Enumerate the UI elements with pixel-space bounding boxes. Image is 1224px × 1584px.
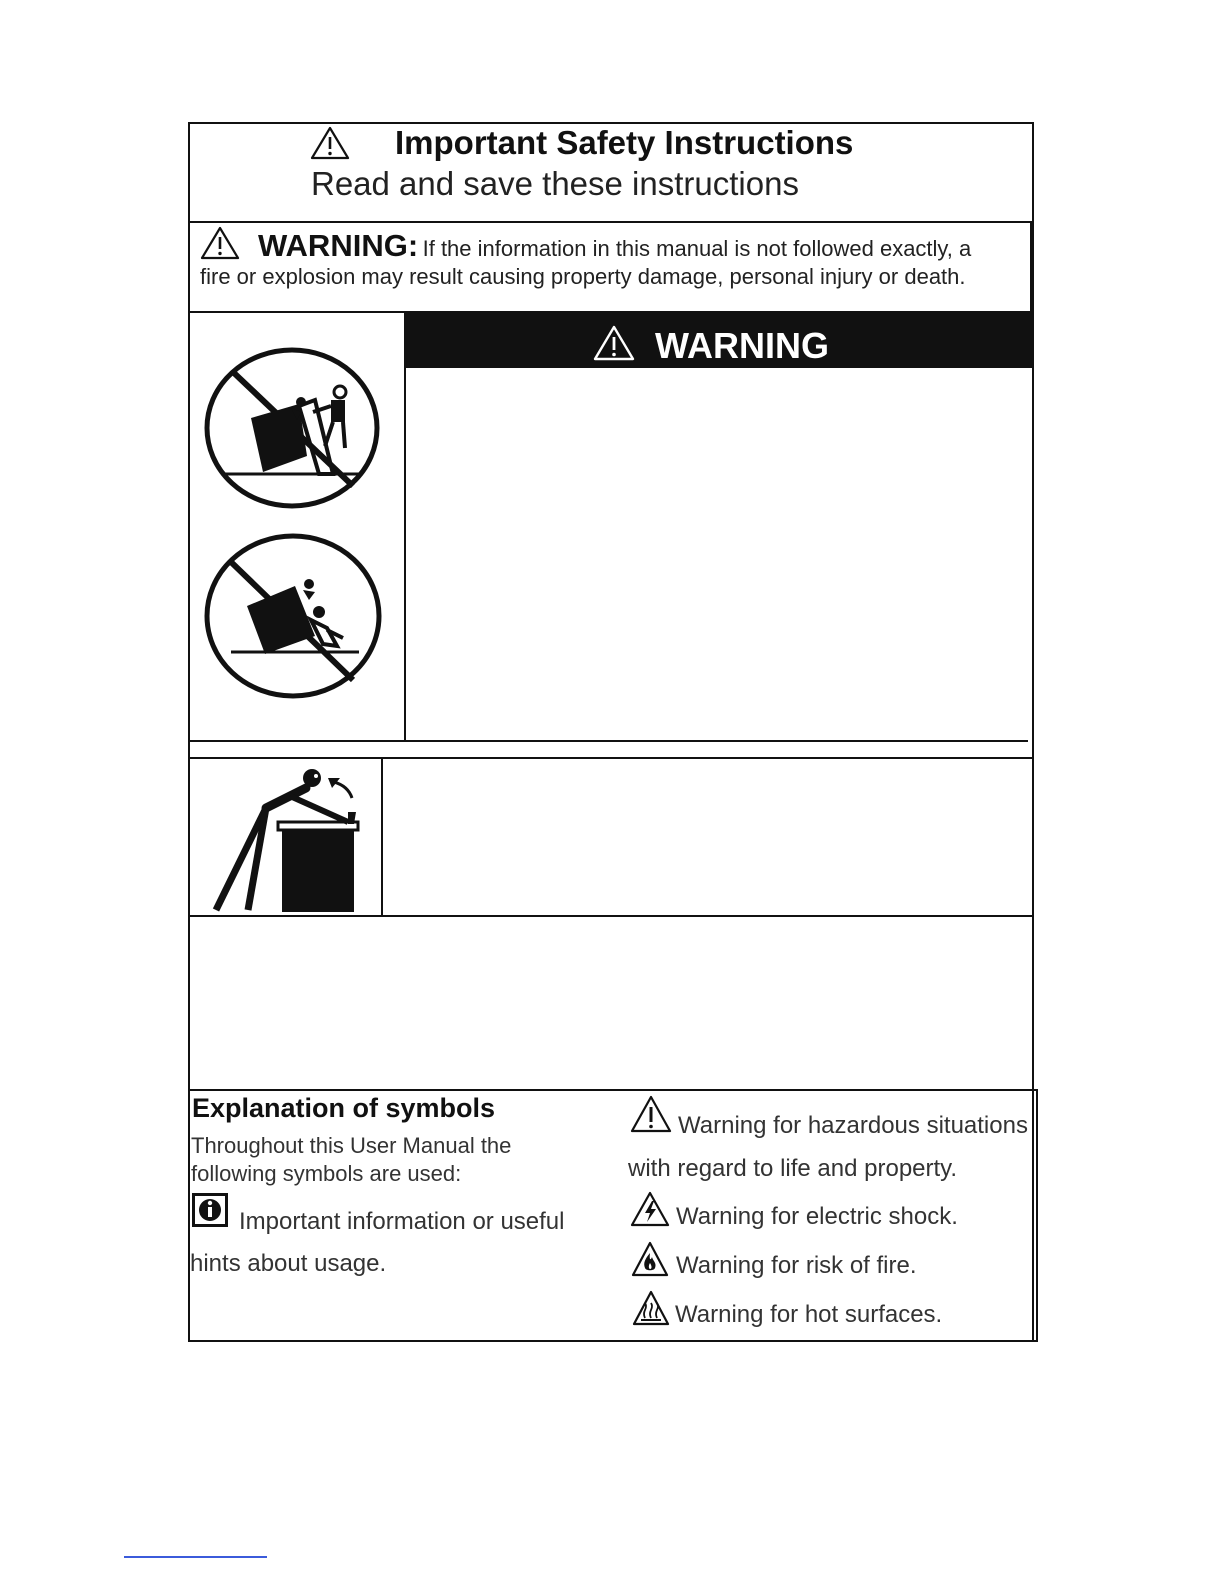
anti-tip-bracket-pictogram [208, 764, 368, 914]
electric-shock-icon [630, 1191, 670, 1227]
symbol-hazard-label-line2: with regard to life and property. [628, 1155, 958, 1182]
warning-triangle-icon [593, 325, 635, 361]
footer-link-underline[interactable] [124, 1556, 267, 1558]
warning-text: If the information in this manual is not followed exactly, a [422, 236, 972, 261]
warning-notice-line1 [200, 228, 971, 264]
hot-surface-icon [632, 1290, 670, 1326]
divider-anchor-top [188, 757, 1034, 759]
no-climbing-pictogram [203, 346, 381, 510]
warning-triangle-icon [310, 126, 350, 160]
warning-notice-line2: fire or explosion may result causing property damage, personal injury or death. [200, 264, 966, 289]
divider-anchor-left [381, 759, 383, 916]
divider-symbols-top [188, 1089, 1036, 1091]
warning-triangle-icon [630, 1095, 672, 1133]
symbol-electric-label: Warning for electric shock. [676, 1203, 958, 1230]
symbol-info-label-line1: Important information or useful [239, 1208, 565, 1235]
symbols-intro: Throughout this User Manual the following symbols are used: [191, 1133, 512, 1186]
divider-symbols-bottom [188, 1340, 1038, 1342]
symbol-fire-label: Warning for risk of fire. [676, 1252, 917, 1279]
divider-anchor-bottom [188, 915, 1034, 917]
symbol-info-label-line2: hints about usage. [190, 1250, 387, 1277]
page-subtitle: Read and save these instructions [311, 165, 799, 202]
warning-label: WARNING: [258, 228, 419, 263]
warning-banner-label: WARNING [655, 325, 829, 366]
divider-tipover-bottom [188, 740, 1028, 742]
divider-header [188, 221, 1034, 223]
divider-symbols-right [1036, 1089, 1038, 1342]
divider-notice-right [1030, 221, 1032, 313]
symbol-hazard-label-line1: Warning for hazardous situations [678, 1112, 1028, 1139]
divider-tipover-left [404, 313, 406, 741]
fire-icon [631, 1241, 669, 1277]
page-title: Important Safety Instructions [395, 124, 854, 161]
symbols-title: Explanation of symbols [192, 1093, 496, 1123]
info-icon [192, 1193, 228, 1227]
tip-over-pictogram [203, 532, 383, 700]
symbol-hot-label: Warning for hot surfaces. [675, 1301, 943, 1328]
